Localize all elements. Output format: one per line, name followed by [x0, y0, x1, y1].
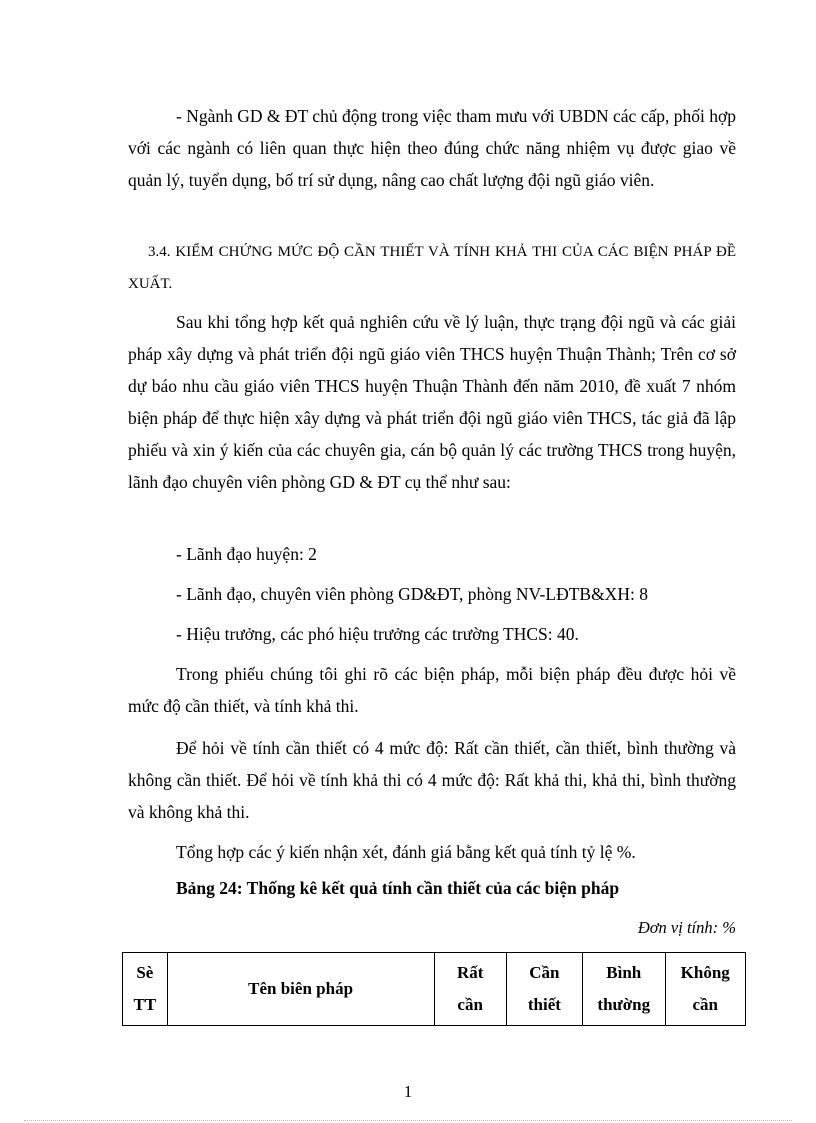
header-very-necessary [434, 953, 506, 1026]
header-stt-line1: Sè [136, 963, 154, 982]
header-c3-line1: Bình [606, 963, 642, 982]
header-c2-line2: thiết [527, 995, 561, 1014]
header-not-necessary [665, 953, 746, 1026]
table-header-row [123, 953, 746, 1026]
paragraph-survey-method: Sau khi tổng hợp kết quả nghiên cứu về lý luận, thực trạng đội ngũ và các giải pháp xây dựng và phát triển đội ngũ giáo viên THCS huyện Thuận Thành; Trên cơ sở dự báo nhu cầu giáo viên THCS huyện Thuận Thành đến năm 2010, đề xuất 7 nhóm biện pháp để thực hiện xây dựng và phát triển đội ngũ giáo viên THCS, tác giả đã lập phiếu và xin ý kiến của các chuyên gia, cán bộ quản lý các trường THCS trong huyện, lãnh đạo chuyên viên phòng GD & ĐT cụ thể như sau: [128, 312, 736, 492]
page-bottom-divider [24, 1120, 792, 1121]
header-measure-name [167, 953, 434, 1026]
header-name-text: Tên biên pháp [248, 979, 354, 998]
header-necessary [506, 953, 582, 1026]
header-c4-line1: Không [680, 963, 730, 982]
paragraph-summary: Tổng hợp các ý kiến nhận xét, đánh giá bằng kết quả tính tỷ lệ %. [176, 842, 636, 862]
paragraph-levels: Để hỏi về tính cần thiết có 4 mức độ: Rất cần thiết, cần thiết, bình thường và không cần thiết. Để hỏi về tính khả thi có 4 mức độ: Rất khả thi, khả thi, bình thường và không khả thi. [128, 738, 736, 822]
paragraph-survey-content: Trong phiếu chúng tôi ghi rõ các biện pháp, mỗi biện pháp đều được hỏi về mức độ cần thiết, và tính khả thi. [128, 664, 736, 716]
header-c1-line2: cần [457, 995, 483, 1014]
list-item-principals: - Hiệu trưởng, các phó hiệu trưởng các trường THCS: 40. [176, 624, 579, 644]
header-stt-line2: TT [133, 995, 157, 1014]
table-caption: Bảng 24: Thống kê kết quả tính cần thiết của các biện pháp [176, 878, 620, 898]
necessity-table [122, 952, 746, 1026]
table-unit-label: Đơn vị tính: % [637, 918, 736, 937]
paragraph-responsibility: - Ngành GD & ĐT chủ động trong việc tham mưu với UBDN các cấp, phối hợp với các ngành có liên quan thực hiện theo đúng chức năng nhiệm vụ được giao về quản lý, tuyển dụng, bố trí sử dụng, nâng cao chất lượng đội ngũ giáo viên. [128, 106, 736, 190]
header-c4-line2: cần [692, 995, 718, 1014]
header-c1-line1: Rất [456, 963, 484, 982]
header-c2-line1: Cần [529, 963, 560, 982]
page-number: 1 [403, 1082, 413, 1101]
header-stt [123, 953, 168, 1026]
list-item-department-staff: - Lãnh đạo, chuyên viên phòng GD&ĐT, phòng NV-LĐTB&XH: 8 [176, 584, 648, 604]
section-heading-3-4: 3.4. KIỂM CHỨNG MỨC ĐỘ CẦN THIẾT VÀ TÍNH KHẢ THI CỦA CÁC BIỆN PHÁP ĐỀ XUẤT. [128, 244, 736, 292]
list-item-district-leaders: - Lãnh đạo huyện: 2 [176, 544, 317, 564]
header-normal [583, 953, 665, 1026]
header-c3-line2: thường [597, 995, 651, 1014]
